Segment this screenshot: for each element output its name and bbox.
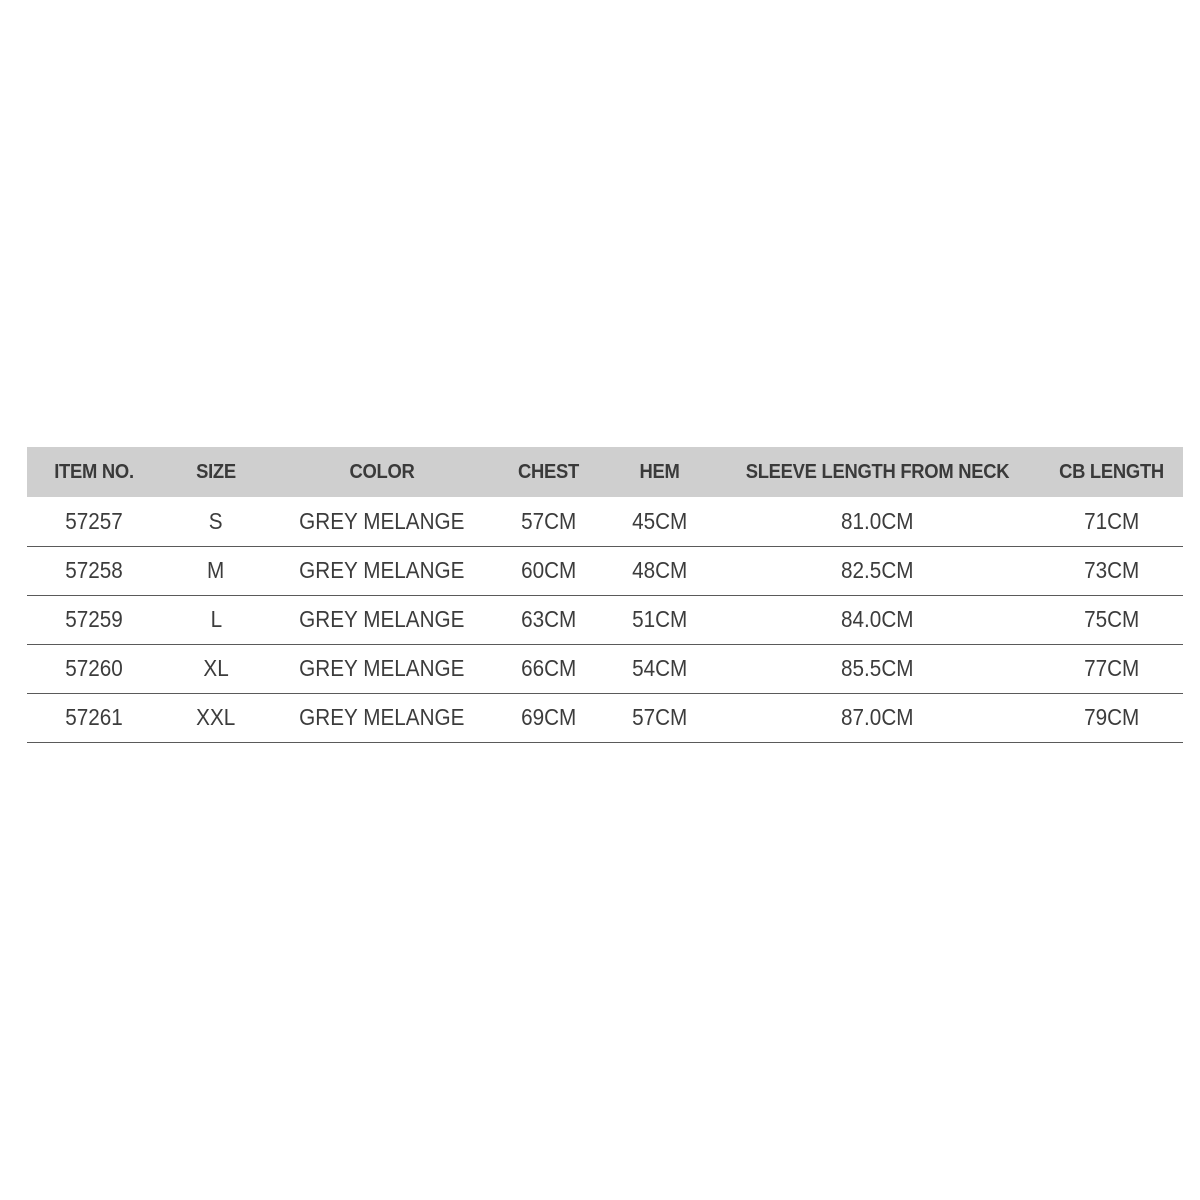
- cell-hem: 45CM: [631, 507, 688, 534]
- table-header: [27, 447, 1183, 497]
- header-item-no: ITEM NO.: [54, 460, 134, 483]
- cell-chest: 60CM: [520, 557, 577, 583]
- cell-color: GREY MELANGE: [299, 606, 465, 632]
- cell-color: GREY MELANGE: [299, 557, 465, 583]
- cell-item-no: 57257: [65, 507, 123, 534]
- header-cb-length: CB LENGTH: [1059, 460, 1164, 483]
- cell-color: GREY MELANGE: [299, 704, 465, 730]
- cell-chest: 57CM: [520, 507, 577, 534]
- table-body: [27, 497, 1183, 742]
- table-row: [27, 644, 1183, 693]
- table-row: [27, 546, 1183, 595]
- cell-chest: 69CM: [520, 704, 577, 730]
- cell-size: XL: [203, 655, 229, 681]
- cell-hem: 48CM: [631, 557, 688, 583]
- table-row: [27, 497, 1183, 546]
- cell-chest: 66CM: [520, 655, 577, 681]
- header-sleeve-length: SLEEVE LENGTH FROM NECK: [745, 460, 1010, 483]
- cell-hem: 51CM: [631, 606, 688, 632]
- cell-chest: 63CM: [520, 606, 577, 632]
- header-size: SIZE: [196, 460, 236, 483]
- size-chart-table: [27, 447, 1183, 743]
- cell-cb-length: 77CM: [1083, 655, 1140, 681]
- cell-size: M: [207, 557, 225, 583]
- cell-cb-length: 71CM: [1083, 507, 1140, 534]
- header-chest: CHEST: [517, 460, 579, 483]
- cell-hem: 57CM: [631, 704, 688, 730]
- cell-item-no: 57259: [65, 606, 123, 632]
- table-row: [27, 595, 1183, 644]
- cell-size: S: [209, 507, 223, 534]
- cell-color: GREY MELANGE: [299, 655, 465, 681]
- cell-sleeve-length: 84.0CM: [841, 606, 914, 632]
- cell-sleeve-length: 85.5CM: [841, 655, 914, 681]
- header-row: [27, 447, 1183, 497]
- cell-sleeve-length: 81.0CM: [841, 507, 914, 534]
- header-color: COLOR: [349, 460, 415, 483]
- cell-item-no: 57258: [65, 557, 123, 583]
- cell-item-no: 57261: [65, 704, 123, 730]
- cell-hem: 54CM: [631, 655, 688, 681]
- cell-cb-length: 73CM: [1083, 557, 1140, 583]
- cell-item-no: 57260: [65, 655, 123, 681]
- table-row: [27, 693, 1183, 742]
- cell-color: GREY MELANGE: [299, 507, 465, 534]
- cell-cb-length: 75CM: [1083, 606, 1140, 632]
- cell-sleeve-length: 87.0CM: [841, 704, 914, 730]
- cell-cb-length: 79CM: [1083, 704, 1140, 730]
- cell-sleeve-length: 82.5CM: [841, 557, 914, 583]
- cell-size: XXL: [196, 704, 236, 730]
- cell-size: L: [210, 606, 222, 632]
- header-hem: HEM: [639, 460, 680, 483]
